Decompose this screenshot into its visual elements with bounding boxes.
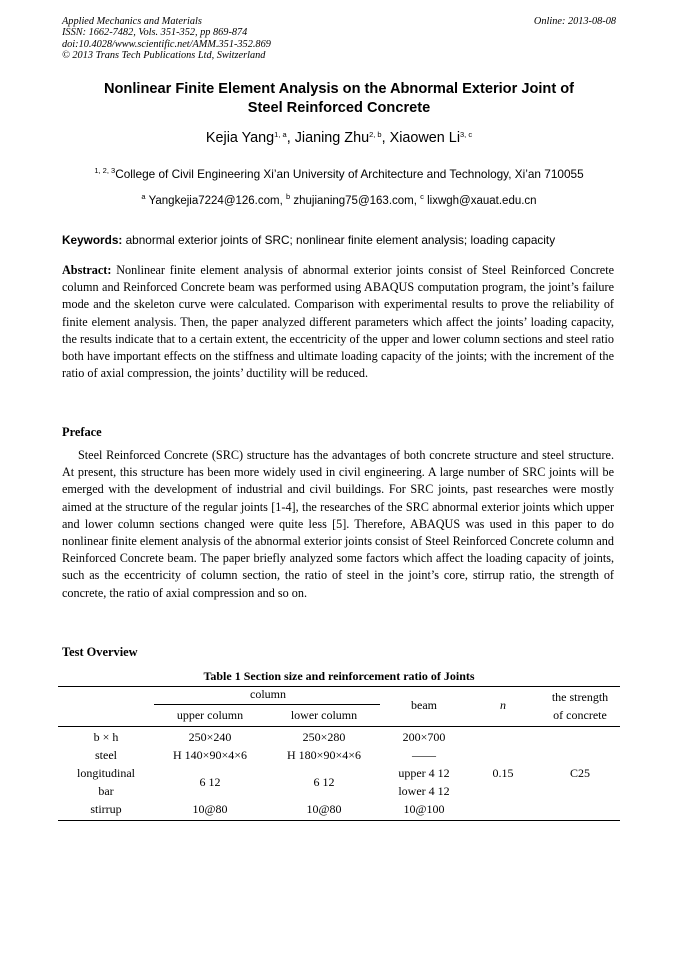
- test-overview-heading: Test Overview: [62, 645, 138, 659]
- title-line-2: Steel Reinforced Concrete: [247, 100, 431, 116]
- strength-value: C25: [569, 766, 590, 780]
- journal-header: [62, 16, 271, 62]
- title-line-1: Nonlinear Finite Element Analysis on the Abnormal Exterior Joint of: [103, 81, 575, 97]
- table-cell: 10@80: [192, 802, 228, 816]
- author-list: [62, 130, 616, 146]
- table-cell: H 140×90×4×6: [173, 748, 247, 762]
- email-list: [62, 192, 616, 207]
- strength-header-line-2: of concrete: [553, 708, 607, 722]
- strength-header-line-1: the strength: [551, 690, 609, 704]
- author-superscript: 2, b: [369, 130, 382, 139]
- table-header-rule: [58, 726, 620, 727]
- table-cell: 6 12: [199, 775, 221, 789]
- author-separator: ,: [381, 130, 390, 146]
- email-superscript: b: [286, 192, 291, 201]
- table-cell: 200×700: [402, 730, 446, 744]
- keywords: [62, 233, 616, 247]
- journal-name: Applied Mechanics and Materials: [62, 16, 202, 27]
- table-cell: lower 4 12: [398, 784, 450, 798]
- table-cell: H 180×90×4×6: [287, 748, 361, 762]
- doi-line: doi:10.4028/www.scientific.net/AMM.351-352.869: [62, 38, 271, 50]
- row-label: stirrup: [90, 802, 122, 816]
- table-bottom-rule: [58, 820, 620, 821]
- row-label: steel: [95, 748, 117, 762]
- upper-column-header: upper column: [176, 708, 244, 722]
- copyright-line: © 2013 Trans Tech Publications Ltd, Switzerland: [62, 50, 266, 62]
- table-cell: 250×280: [302, 730, 346, 744]
- table-cell: 10@80: [306, 802, 342, 816]
- beam-header: beam: [411, 698, 437, 712]
- abstract: [62, 262, 614, 382]
- author-name: Xiaowen Li: [389, 130, 461, 146]
- preface-body: Steel Reinforced Concrete (SRC) structure has the advantages of both concrete structure and steel structure. At present, this structure has been more widely used in civil engineering. A large number of SRC joints will be emerged with the development of industrial and civil buildings. For SRC joints, past researches were mostly aimed at the structure of the regular joints [1-4], the researches of the SRC abnormal exterior joints which upper and lower column sections changed were quite less [5]. Therefore, ABAQUS was used in this paper to do nonlinear finite element analysis of the abnormal exterior joints consist of Steel Reinforced Concrete column and Reinforced Concrete beam. The paper briefly analyzed some factors which affect the loading capacity of joints, such as the eccentricity of column section, the ratio of steel in the joint’s core, stirrup ratio, the strength of concrete, the ratio of axial compression and so on.: [62, 448, 614, 600]
- paper-title: [62, 80, 616, 118]
- row-label: longitudinal: [77, 766, 135, 780]
- table-cell: 250×240: [188, 730, 232, 744]
- preface-heading: Preface: [62, 425, 102, 439]
- email-link[interactable]: zhujianing75@163.com,: [293, 195, 421, 207]
- table-cell: ——: [412, 748, 436, 762]
- n-header: n: [500, 698, 506, 712]
- email-link[interactable]: lixwgh@xauat.edu.cn: [427, 195, 537, 207]
- row-label: b × h: [93, 730, 119, 744]
- author-superscript: 3, c: [460, 130, 473, 139]
- table-cell: 6 12: [313, 775, 335, 789]
- keywords-text: abnormal exterior joints of SRC; nonlinear finite element analysis; loading capacity: [125, 233, 556, 247]
- keywords-label: Keywords:: [62, 233, 123, 247]
- row-label: bar: [98, 784, 114, 798]
- affiliation-superscript: 1, 2, 3: [94, 166, 116, 175]
- table-cell: 10@100: [403, 802, 445, 816]
- author-name: Jianing Zhu: [294, 130, 370, 146]
- author-superscript: 1, a: [274, 130, 287, 139]
- author-separator: ,: [286, 130, 295, 146]
- email-superscript: a: [141, 192, 146, 201]
- affiliation: [62, 167, 616, 181]
- abstract-label: Abstract:: [62, 263, 112, 277]
- lower-column-header: lower column: [290, 708, 358, 722]
- table-caption: Table 1 Section size and reinforcement ratio of Joints: [203, 669, 475, 683]
- online-date: Online: 2013-08-08: [533, 16, 616, 27]
- column-header-rule: [154, 704, 380, 705]
- author-name: Kejia Yang: [205, 130, 275, 146]
- email-link[interactable]: Yangkejia7224@126.com,: [148, 195, 286, 207]
- n-value: 0.15: [492, 766, 514, 780]
- issn-line: ISSN: 1662-7482, Vols. 351-352, pp 869-874: [62, 27, 248, 39]
- email-superscript: c: [420, 192, 424, 201]
- table-cell: upper 4 12: [398, 766, 450, 780]
- column-header: column: [250, 687, 286, 701]
- abstract-text: Nonlinear finite element analysis of abnormal exterior joints consist of Steel Reinforced Concrete column and Reinforced Concrete beam was performed using ABAQUS computation program, the joint’s failure mode and the skeleton curve were calculated. Comparison with experimental results to prove the reliability of finite element analysis. Then, the paper analyzed different parameters which affect the joints’ loading capacity, the results indicate that to a certain extent, the eccentricity of the upper and lower column sections and steel ratio both have important effects on the stiffness and ultimate loading capacity of the joints; with the increment of the ratio of axial compression, the joints’ ductility will be reduced.: [62, 263, 615, 381]
- affiliation-text: College of Civil Engineering Xi’an University of Architecture and Technology, Xi’an 710055: [115, 167, 584, 181]
